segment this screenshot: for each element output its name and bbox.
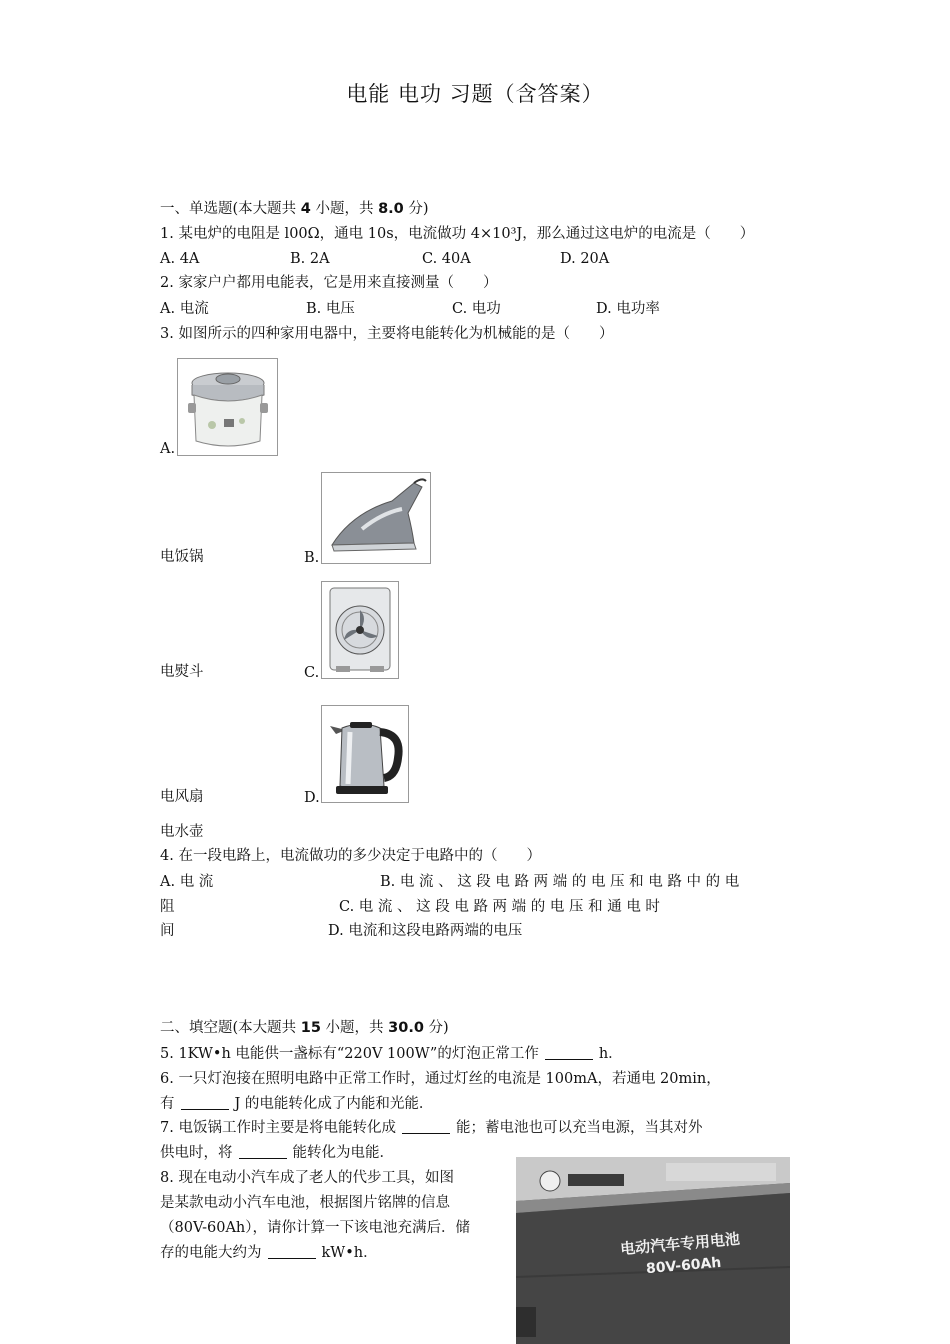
question-6-line2: 有 J 的电能转化成了内能和光能． xyxy=(160,1096,434,1112)
section-2-heading: 二、填空题(本大题共 15 小题，共 30.0 分) xyxy=(160,1020,449,1036)
answer-blank[interactable] xyxy=(268,1244,316,1259)
q4-option-d: D. 电流和这段电路两端的电压 xyxy=(328,923,523,939)
rice-cooker-label: 电饭锅 xyxy=(160,549,204,565)
question-8-line1: 8. 现在电动小汽车成了老人的代步工具，如图 xyxy=(160,1170,454,1186)
answer-blank[interactable] xyxy=(181,1095,229,1110)
question-8-line3: （80V-60Ah），请你计算一下该电池充满后．储 xyxy=(160,1220,470,1236)
q1-option-d: D. 20A xyxy=(560,251,610,267)
question-4-stem: 4. 在一段电路上，电流做功的多少决定于电路中的（ ） xyxy=(160,848,541,864)
iron-image xyxy=(321,472,431,564)
page-title: 电能 电功 习题（含答案） xyxy=(346,82,604,106)
q1-option-b: B. 2A xyxy=(290,251,330,267)
iron-label: 电熨斗 xyxy=(160,664,204,680)
question-7-line2: 供电时，将 能转化为电能． xyxy=(160,1145,394,1161)
question-5: 5. 1KW•h 电能供一盏标有“220V 100W”的灯泡正常工作 h． xyxy=(160,1046,623,1062)
section-1-heading: 一、单选题(本大题共 4 小题，共 8.0 分) xyxy=(160,201,429,217)
question-2-stem: 2. 家家户户都用电能表，它是用来直接测量（ ） xyxy=(160,275,498,291)
q3-option-b: B. xyxy=(304,550,320,566)
q4-option-b: B. 电 流 、 这 段 电 路 两 端 的 电 压 和 电 路 中 的 电 xyxy=(380,874,740,890)
question-8-line4: 存的电能大约为 kW•h． xyxy=(160,1245,378,1261)
kettle-image xyxy=(321,705,409,803)
question-6-line1: 6. 一只灯泡接在照明电路中正常工作时，通过灯丝的电流是 100mA，若通电 20min， xyxy=(160,1071,721,1087)
battery-spec: 80V-60Ah xyxy=(645,1254,722,1278)
q2-option-b: B. 电压 xyxy=(306,301,355,317)
q2-option-c: C. 电功 xyxy=(452,301,501,317)
battery-image xyxy=(516,1157,790,1344)
question-1-stem: 1. 某电炉的电阻是 l00Ω，通电 10s，电流做功 4×10³J，那么通过这电炉的电流是（ ） xyxy=(160,226,755,242)
answer-blank[interactable] xyxy=(239,1144,287,1159)
fan-image xyxy=(321,581,399,679)
q4-option-c-cont: 间 xyxy=(160,923,175,939)
q3-option-a: A. xyxy=(160,441,176,457)
q3-option-d: D. xyxy=(304,790,320,806)
fan-label: 电风扇 xyxy=(160,789,204,805)
rice-cooker-image xyxy=(177,358,278,456)
q4-option-b-cont: 阻 xyxy=(160,899,175,915)
q4-option-c: C. 电 流 、 这 段 电 路 两 端 的 电 压 和 通 电 时 xyxy=(339,899,660,915)
kettle-label: 电水壶 xyxy=(160,824,204,840)
question-3-stem: 3. 如图所示的四种家用电器中，主要将电能转化为机械能的是（ ） xyxy=(160,326,614,342)
question-7-line1: 7. 电饭锅工作时主要是将电能转化成 能；蓄电池也可以充当电源，当其对外 xyxy=(160,1120,703,1136)
question-8-line2: 是某款电动小汽车电池，根据图片铭牌的信息 xyxy=(160,1195,450,1211)
answer-blank[interactable] xyxy=(402,1119,450,1134)
q1-option-c: C. 40A xyxy=(422,251,471,267)
q4-option-a: A. 电 流 xyxy=(160,874,214,890)
q3-option-c: C. xyxy=(304,665,320,681)
q2-option-d: D. 电功率 xyxy=(596,301,660,317)
q2-option-a: A. 电流 xyxy=(160,301,209,317)
q1-option-a: A. 4A xyxy=(160,251,200,267)
answer-blank[interactable] xyxy=(545,1045,593,1060)
battery-label: 电动汽车专用电池 xyxy=(619,1229,741,1259)
